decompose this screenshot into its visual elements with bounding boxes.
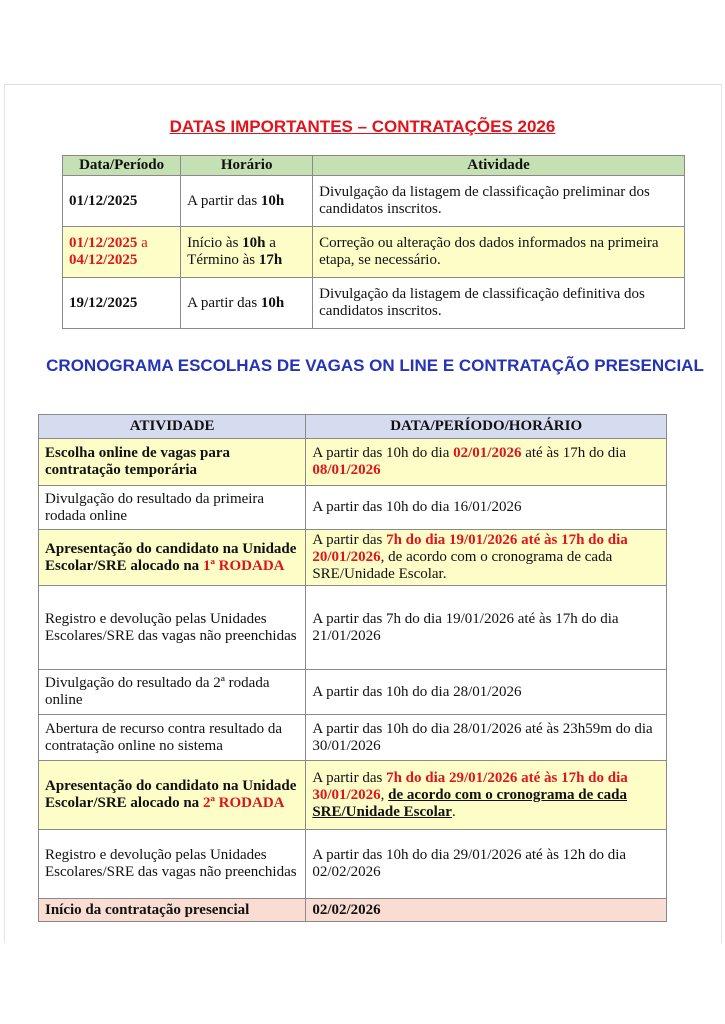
cell-text: Registro e devolução pelas Unidades Escolares/SRE das vagas não preenchidas <box>45 610 297 644</box>
cell-text: A partir das <box>187 192 261 209</box>
cell-text: a Término às <box>187 235 276 268</box>
table-cell <box>39 830 306 899</box>
table-cell <box>306 670 667 715</box>
cell-text: Divulgação da listagem de classificação preliminar dos candidatos inscritos. <box>319 184 650 217</box>
cell-text: Correção ou alteração dos dados informados na primeira etapa, se necessário. <box>319 235 659 268</box>
column-header: ATIVIDADE <box>39 415 306 439</box>
table-cell <box>39 586 306 670</box>
schedule-title: CRONOGRAMA ESCOLHAS DE VAGAS ON LINE E CONTRATAÇÃO PRESENCIAL <box>46 356 704 375</box>
cell-text: a <box>137 235 148 251</box>
cell-text: A partir das <box>187 294 261 311</box>
column-header: Data/Período <box>63 156 181 176</box>
cell-text: 1ª RODADA <box>202 557 285 574</box>
table-row <box>39 530 667 586</box>
table-cell <box>306 761 667 830</box>
cell-text: até às 17h do dia <box>521 445 627 461</box>
cell-text: Divulgação da listagem de classificação definitiva dos candidatos inscritos. <box>319 286 645 319</box>
cell-text: Apresentação do candidato na Unidade Escolar/SRE alocado na <box>45 540 297 574</box>
column-header: Atividade <box>313 156 685 176</box>
table-cell <box>39 486 306 530</box>
important-dates-table <box>62 155 685 329</box>
cell-text: 7h do dia 19/01/2026 até às 17h do dia 20/01/2026 <box>312 532 628 565</box>
table-cell <box>306 830 667 899</box>
cell-text: 10h <box>260 192 285 209</box>
cell-text: Início da contratação presencial <box>45 901 250 918</box>
table-row <box>39 830 667 899</box>
cell-text: A partir das 10h do dia 28/01/2026 <box>312 683 522 700</box>
table-row <box>39 439 667 486</box>
table-row <box>39 761 667 830</box>
header-row <box>39 415 667 439</box>
table-cell <box>39 899 306 922</box>
cell-text: 01/12/2025 <box>69 235 138 251</box>
table-row <box>39 586 667 670</box>
cell-text: A partir das <box>312 532 387 548</box>
cell-text: . <box>451 803 456 820</box>
cell-text: de acordo com o cronograma de cada SRE/Unidade Escolar <box>312 786 628 820</box>
cell-text: 10h <box>242 235 266 251</box>
table-cell <box>39 715 306 761</box>
table-cell <box>313 227 685 278</box>
table-cell <box>39 530 306 586</box>
table-cell <box>39 670 306 715</box>
table-cell <box>181 227 313 278</box>
cell-text: Apresentação do candidato na Unidade Escolar/SRE alocado na <box>45 778 297 811</box>
cell-text: 7h do dia 29/01/2026 até às 17h do dia 30/01/2026 <box>312 769 628 803</box>
table-cell <box>39 439 306 486</box>
table-cell <box>63 227 181 278</box>
table-cell <box>306 715 667 761</box>
table-cell <box>306 899 667 922</box>
table-cell <box>39 761 306 830</box>
table-row <box>63 176 685 227</box>
cell-text: 02/02/2026 <box>312 901 381 918</box>
cell-text: 04/12/2025 <box>69 252 138 268</box>
table-cell <box>306 439 667 486</box>
cell-text: A partir das <box>312 769 387 786</box>
cell-text: 10h <box>260 294 285 311</box>
table-cell <box>181 278 313 329</box>
table-cell <box>306 486 667 530</box>
table-row <box>39 715 667 761</box>
table-row <box>63 227 685 278</box>
table-row <box>63 278 685 329</box>
header-row <box>63 156 685 176</box>
cell-text: , <box>380 786 389 803</box>
column-header: Horário <box>181 156 313 176</box>
cell-text: A partir das 10h do dia 16/01/2026 <box>312 499 522 515</box>
cell-text: 02/01/2026 <box>453 445 522 461</box>
column-header: DATA/PERÍODO/HORÁRIO <box>306 415 667 439</box>
schedule-table <box>38 414 667 922</box>
table-row <box>39 670 667 715</box>
table-cell <box>306 586 667 670</box>
cell-text: Registro e devolução pelas Unidades Escolares/SRE das vagas não preenchidas <box>45 847 297 880</box>
cell-text: A partir das 7h do dia 19/01/2026 até às 17h do dia 21/01/2026 <box>312 610 619 644</box>
table-cell <box>313 278 685 329</box>
table-cell <box>63 176 181 227</box>
table-row <box>39 486 667 530</box>
cell-text: Abertura de recurso contra resultado da contratação online no sistema <box>45 720 282 754</box>
cell-text: 2ª RODADA <box>202 795 285 811</box>
table-cell <box>63 278 181 329</box>
cell-text: 19/12/2025 <box>69 294 138 311</box>
table-row <box>39 899 667 922</box>
table-cell <box>313 176 685 227</box>
cell-text: Divulgação do resultado da primeira rodada online <box>45 490 265 524</box>
table-cell <box>181 176 313 227</box>
cell-text: 17h <box>258 252 283 268</box>
cell-text: Início às <box>187 235 243 251</box>
important-dates-title: DATAS IMPORTANTES – CONTRATAÇÕES 2026 <box>169 117 556 136</box>
cell-text: , de acordo com o cronograma de cada SRE/Unidade Escolar. <box>312 549 613 582</box>
cell-text: A partir das 10h do dia 28/01/2026 até às 23h59m do dia 30/01/2026 <box>312 720 653 754</box>
cell-text: A partir das 10h do dia <box>312 445 454 461</box>
cell-text: 08/01/2026 <box>312 462 381 478</box>
cell-text: Divulgação do resultado da 2ª rodada online <box>45 675 270 708</box>
cell-text: Escolha online de vagas para contratação temporária <box>45 445 231 478</box>
table-cell <box>306 530 667 586</box>
cell-text: A partir das 10h do dia 29/01/2026 até às 12h do dia 02/02/2026 <box>312 847 627 880</box>
cell-text: 01/12/2025 <box>69 192 138 209</box>
